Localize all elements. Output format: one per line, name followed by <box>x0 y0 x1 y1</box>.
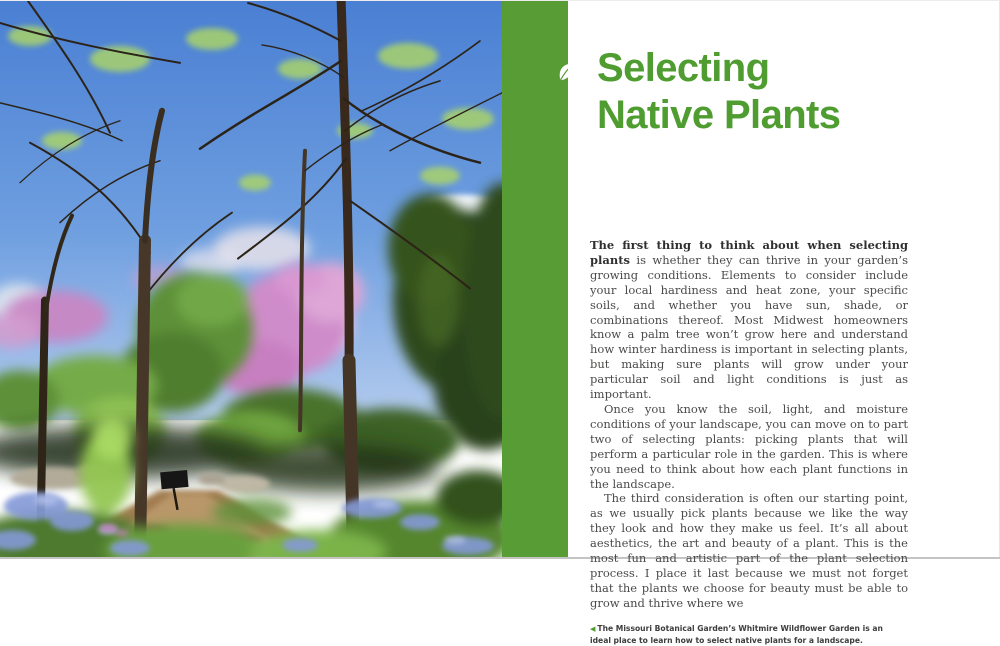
paragraph-3: The third consideration is often our starting point, as we usually pick plants because we like the way they look and how they make us feel. It’s all about aesthetics, the art and beauty of a plant. This is the most fun and artistic part of the plant selection process. I place it last because we must not forget that the plants we choose for beauty must be able to grow and thrive where we <box>590 491 908 610</box>
caption-arrow-icon: ◀ <box>590 624 596 633</box>
page-title <box>597 45 999 139</box>
body-text <box>590 238 908 611</box>
page-title-line2: Native Plants <box>597 93 841 137</box>
paragraph-1-lead: The first thing to think about when selecting plants <box>590 238 908 267</box>
page-title-line1: Selecting <box>597 46 770 90</box>
paragraph-1-rest: is whether they can thrive in your garden’s growing conditions. Elements to consider include your local hardiness and heat zone, your specific soils, and whether you have sun, shade, or combinations thereof. Most Midwest homeowners know a palm tree won’t grow here and understand how winter hardiness is important in selecting plants, but making sure plants will grow under your particular soil and light conditions is just as important. <box>590 252 908 402</box>
photo-caption-text: The Missouri Botanical Garden’s Whitmire Wildflower Garden is an ideal place to learn how to select native plants for a landscape. <box>590 623 883 645</box>
photo-caption <box>590 623 894 646</box>
paragraph-1 <box>590 238 908 402</box>
garden-photo-illustration <box>0 1 502 557</box>
paragraph-2: Once you know the soil, light, and moisture conditions of your landscape, you can move on to part two of selecting plants: picking plants that will perform a particular role in the garden. This is where you need to think about how each plant functions in the landscape. <box>590 401 908 491</box>
text-page <box>568 1 1000 645</box>
green-sidebar <box>502 1 568 557</box>
garden-photo <box>0 1 502 557</box>
